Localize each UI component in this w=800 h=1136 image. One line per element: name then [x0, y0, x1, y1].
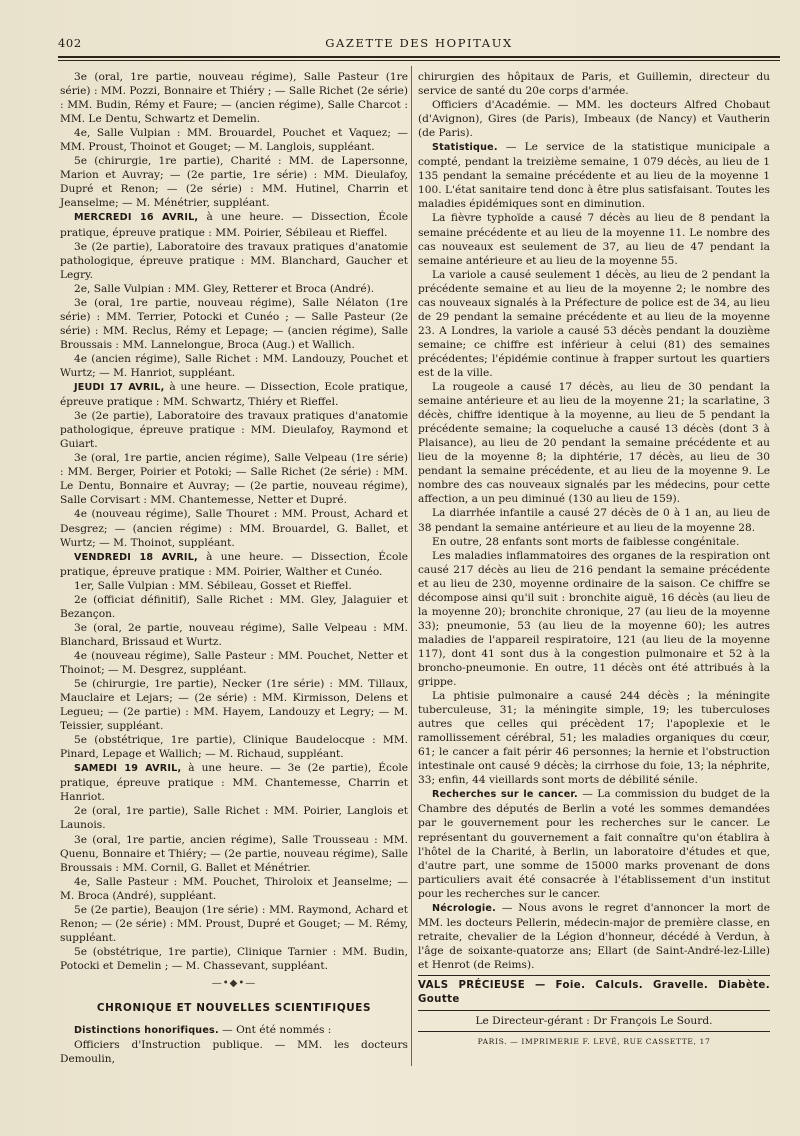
- advertisement: VALS PRÉCIEUSE — Foie. Calculs. Gravelle. Diabète. Goutte: [418, 980, 770, 1006]
- paragraph: [60, 649, 408, 677]
- page-number: 402: [58, 36, 82, 50]
- footer-rule: [418, 1031, 770, 1032]
- paragraph: [418, 506, 770, 534]
- paragraph: [60, 579, 408, 593]
- paragraph-text: En outre, 28 enfants sont morts de faiblesse congénitale.: [432, 535, 740, 548]
- paragraph-text: Officiers d'Académie. — MM. les docteurs Alfred Chobaut (d'Avignon), Gires (de Paris), Imbeaux (de Nancy) et Vautherin (de Paris).: [418, 99, 770, 140]
- header-rule-thin: [58, 60, 780, 61]
- paragraph-text: à une heure. — Dissection, Ecole pratique, épreuve pratique : MM. Schwartz, Thiéry et Rieffel.: [60, 381, 409, 409]
- paragraph: [60, 550, 408, 579]
- paragraph-text: La diarrhée infantile a causé 27 décès de 0 à 1 an, au lieu de 38 pendant la semaine antérieure et au lieu de la moyenne 28.: [418, 507, 770, 534]
- paragraph-text: La fièvre typhoïde a causé 7 décès au lieu de 8 pendant la semaine précédente et au lieu de la moyenne 11. Le nombre des cas nouveaux est seulement de 37, au lieu de 47 pendant la semaine antérieure et au lieu de la moyenne 55.: [418, 212, 770, 267]
- advert-rule-top: [418, 975, 770, 976]
- paragraph: [418, 140, 770, 211]
- paragraph-text: Officiers d'Instruction publique. — MM. les docteurs Demoulin,: [60, 1039, 408, 1066]
- paragraph: [60, 352, 408, 380]
- paragraph-text: 4e, Salle Pasteur : MM. Pouchet, Thiroloix et Jeanselme; — M. Broca (André), suppléant.: [60, 875, 408, 902]
- paragraph-text: — Ont été nommés :: [218, 1024, 332, 1037]
- section-title: CHRONIQUE ET NOUVELLES SCIENTIFIQUES: [96, 1002, 372, 1015]
- paragraph: [60, 126, 408, 154]
- paragraph: [418, 549, 770, 689]
- left-column: [60, 70, 408, 1066]
- paragraph: [60, 409, 408, 451]
- paragraph: [418, 380, 770, 506]
- journal-title: GAZETTE DES HOPITAUX: [325, 36, 513, 50]
- right-column: [418, 70, 770, 1051]
- paragraph-text: 3e (2e partie), Laboratoire des travaux pratiques d'anatomie pathologique, épreuve pratique : MM. Blanchard, Gaucher et Legry.: [60, 240, 408, 281]
- paragraph-heading: JEUDI 17 AVRIL,: [74, 382, 165, 394]
- paragraph-text: à une heure. — 3e (2e partie), École pratique, épreuve pratique : MM. Chantemesse, Charrin et Hanriot.: [60, 762, 408, 804]
- page-header: [58, 36, 780, 50]
- paragraph-text: 4e (nouveau régime), Salle Pasteur : MM. Pouchet, Netter et Thoinot; — M. Desgrez, suppléant.: [60, 649, 408, 676]
- paragraph-heading: SAMEDI 19 AVRIL,: [74, 763, 182, 775]
- paragraph: [60, 507, 408, 549]
- paragraph-text: — La commission du budget de la Chambre des députés de Berlin a voté les sommes demandées par le gouvernement pour les recherches sur le cancer. Le représentant du gouvernement a fait connaître qu'on établira à l'hôtel de la Charité, à Berlin, un laboratoire d'études et que, d'autre part, une somme de 15000 marks provenant de dons particuliers avait été consacrée à l'établissement d'un institut pour les recherches sur le cancer.: [418, 788, 770, 900]
- paragraph-text: 5e (obstétrique, 1re partie), Clinique Tarnier : MM. Budin, Potocki et Demelin ; — M. Chassevant, suppléant.: [60, 945, 408, 972]
- paragraph: [418, 211, 770, 267]
- paragraph: [60, 903, 408, 945]
- paragraph: [60, 380, 408, 409]
- paragraph: [60, 804, 408, 832]
- paragraph: [418, 689, 770, 787]
- paragraph: [60, 282, 408, 296]
- paragraph-text: La rougeole a causé 17 décès, au lieu de 30 pendant la semaine antérieure et au lieu de la moyenne 21; la scarlatine, 3 décès, chiffre identique à la moyenne, au lieu de 5 pendant la précédente semaine; la coqueluche a causé 13 décès (dont 3 à Plaisance), au lieu de 20 pendant la semaine précédente et au lieu de la moyenne 8; la diphtérie, 17 décès, au lieu de 30 pendant la semaine précédente, et au lieu de la moyenne 9. Le nombre des cas nouveaux signalés par les médecins, pour cette affection, a un peu diminué (130 au lieu de 159).: [418, 381, 770, 506]
- paragraph-text: 5e (obstétrique, 1re partie), Clinique Baudelocque : MM. Pinard, Lepage et Wallich; — M. Richaud, suppléant.: [60, 734, 408, 761]
- paragraph-text: Les maladies inflammatoires des organes de la respiration ont causé 217 décès au lieu de 216 pendant la semaine précédente et au lieu de 230, moyenne ordinaire de la saison. Ce chiffre se décompose ainsi qu'il suit : bronchite aiguë, 16 décès (au lieu de la moyenne 20); bronchite chronique, 27 (au lieu de la moyenne 33); pneumonie, 53 (au lieu de la moyenne 60); les autres maladies de l'appareil respiratoire, 121 (au lieu de la moyenne 117), dont 41 sont dus à la congestion pulmonaire et 52 à la broncho-pneumonie. En outre, 11 décès ont été attribués à la grippe.: [418, 549, 770, 689]
- paragraph-text: à une heure. — Dissection, École pratique, épreuve pratique : MM. Poirier, Sébileau et Rieffel.: [60, 211, 408, 239]
- paragraph-text: 3e (oral, 1re partie, ancien régime), Salle Velpeau (1re série) : MM. Berger, Poirier et Potoki; — Salle Richet (2e série) : MM. Le Dentu, Bonnaire et Auvray; — (2e partie, nouveau régime), Salle Corvisart : MM. Chantemesse, Netter et Dupré.: [60, 452, 408, 507]
- paragraph-text: 3e (oral, 1re partie, nouveau régime), Salle Nélaton (1re série) : MM. Terrier, Potocki et Cunéo ; — Salle Pasteur (2e série) : MM. Reclus, Rémy et Lepage; — (ancien régime), Salle Broussais : MM. Lannelongue, Broca (Aug.) et Wallich.: [60, 296, 408, 351]
- paragraph-text: 2e, Salle Vulpian : MM. Gley, Retterer et Broca (André).: [74, 282, 375, 295]
- paragraph: [60, 1023, 408, 1038]
- paragraph-text: 4e (ancien régime), Salle Richet : MM. Landouzy, Pouchet et Wurtz; — M. Hanriot, suppléant.: [60, 352, 408, 379]
- paragraph-text: 2e (oral, 1re partie), Salle Richet : MM. Poirier, Langlois et Launois.: [60, 805, 408, 832]
- paragraph-heading: Distinctions honorifiques.: [74, 1025, 219, 1037]
- paragraph-text: chirurgien des hôpitaux de Paris, et Guillemin, directeur du service de santé du 20e corps d'armée.: [418, 71, 770, 98]
- paragraph-text: 5e (chirurgie, 1re partie), Necker (1re série) : MM. Tillaux, Mauclaire et Lejars; — (2e série) : MM. Kirmisson, Delens et Legueu; — (2e partie) : MM. Hayem, Landouzy et Legry; — M. Teissier, suppléant.: [60, 678, 408, 733]
- paragraph-text: 5e (2e partie), Beaujon (1re série) : MM. Raymond, Achard et Renon; — (2e série) : MM. Proust, Dupré et Gouget; — M. Rémy, suppléant.: [60, 903, 408, 944]
- advert-rule-bottom: [418, 1010, 770, 1011]
- ornament-divider: —•◆•—: [211, 978, 257, 989]
- paragraph-text: à une heure. — Dissection, École pratique, épreuve pratique : MM. Poirier, Walther et Cunéo.: [60, 550, 408, 578]
- paragraph-text: 3e (oral, 1re partie, ancien régime), Salle Trousseau : MM. Quenu, Bonnaire et Thiéry; — (2e partie, nouveau régime), Salle Broussais : MM. Cornil, G. Ballet et Ménétrier.: [60, 833, 408, 874]
- paragraph-text: — Nous avons le regret d'annoncer la mort de MM. les docteurs Pellerin, médecin-major de première classe, en retraite, chevalier de la Légion d'honneur, décédé à Verdun, à l'âge de soixante-quatorze ans; Ellart (de Saint-André-lez-Lille) et Henrot (de Reims).: [418, 901, 770, 971]
- paragraph: [60, 833, 408, 875]
- paragraph: [60, 70, 408, 126]
- paragraph: [418, 787, 770, 900]
- printer-line: PARIS. — IMPRIMERIE F. LEVÉ, RUE CASSETTE, 17: [477, 1037, 711, 1047]
- paragraph-text: 5e (chirurgie, 1re partie), Charité : MM. de Lapersonne, Marion et Auvray; — (2e partie, 1re série) : MM. Dieulafoy, Dupré et Renon; — (2e série) : MM. Hutinel, Charrin et Jeanselme; — M. Ménétrier, suppléant.: [60, 155, 408, 210]
- paragraph-text: 1er, Salle Vulpian : MM. Sébileau, Gosset et Rieffel.: [74, 579, 352, 592]
- paragraph: [60, 677, 408, 733]
- paragraph: [60, 451, 408, 507]
- exam-schedule: [60, 70, 408, 973]
- paragraph-text: 3e (2e partie), Laboratoire des travaux pratiques d'anatomie pathologique, épreuve pratique : MM. Dieulafoy, Raymond et Guiart.: [60, 410, 408, 451]
- paragraph: [418, 98, 770, 140]
- paragraph: [60, 761, 408, 804]
- paragraph: [60, 593, 408, 621]
- paragraph: [60, 1038, 408, 1066]
- chronicle-start: [60, 1023, 408, 1066]
- paragraph-text: 4e, Salle Vulpian : MM. Brouardel, Pouchet et Vaquez; — MM. Proust, Thoinot et Gouget; — M. Langlois, suppléant.: [60, 127, 408, 154]
- paragraph-text: 3e (oral, 2e partie, nouveau régime), Salle Velpeau : MM. Blanchard, Brissaud et Wurtz.: [60, 621, 408, 648]
- paragraph: [60, 154, 408, 210]
- paragraph-text: 4e (nouveau régime), Salle Thouret : MM. Proust, Achard et Desgrez; — (ancien régime) : MM. Brouardel, G. Ballet, et Wurtz; — M. Thoinot, suppléant.: [60, 508, 408, 549]
- paragraph-text: La phtisie pulmonaire a causé 244 décès ; la méningite tuberculeuse, 31; la méningite simple, 19; les tuberculoses autres que celles qui précèdent 17; l'apoplexie et le ramollissement cérébral, 51; les maladies organiques du cœur, 61; le cancer a fait périr 46 personnes; la hernie et l'obstruction intestinale ont causé 9 décès; la cirrhose du foie, 13; la néphrite, 33; enfin, 44 vieillards sont morts de débilité sénile.: [418, 690, 770, 787]
- paragraph: [418, 901, 770, 972]
- paragraph-heading: VENDREDI 18 AVRIL,: [74, 551, 198, 563]
- column-divider: [411, 66, 412, 1066]
- paragraph: [60, 875, 408, 903]
- paragraph-text: 2e (officiat définitif), Salle Richet : MM. Gley, Jalaguier et Bezançon.: [60, 593, 408, 620]
- paragraph: [60, 733, 408, 761]
- paragraph-text: 3e (oral, 1re partie, nouveau régime), Salle Pasteur (1re série) : MM. Pozzi, Bonnaire et Thiéry ; — Salle Richet (2e série) : MM. Budin, Rémy et Faure; — (ancien régime), Salle Charcot : MM. Le Dentu, Schwartz et Demelin.: [60, 71, 408, 126]
- paragraph: [60, 240, 408, 282]
- header-rule-thick: [58, 56, 780, 58]
- paragraph: [60, 296, 408, 352]
- paragraph-heading: Statistique.: [432, 142, 498, 154]
- paragraph: [418, 535, 770, 549]
- paragraph: [418, 70, 770, 98]
- paragraph-heading: Nécrologie.: [432, 902, 496, 914]
- paragraph: [60, 210, 408, 239]
- paragraph-text: La variole a causé seulement 1 décès, au lieu de 2 pendant la précédente semaine et au lieu de la moyenne 2; le nombre des cas nouveaux signalés à la Préfecture de police est de 34, au lieu de 29 pendant la semaine précédente et au lieu de la moyenne 23. A Londres, la variole a causé 53 décès pendant la douzième semaine; ce chiffre est inférieur à celui (81) des semaines précédentes; l'épidémie continue à frapper surtout les quartiers est de la ville.: [418, 268, 770, 379]
- paragraph-heading: Recherches sur le cancer.: [432, 789, 578, 801]
- paragraph-text: — Le service de la statistique municipale a compté, pendant la treizième semaine, 1 079 décès, au lieu de 1 135 pendant la semaine précédente et au lieu de la moyenne 1 100. L'état sanitaire tend donc à être plus satisfaisant. Toutes les maladies épidémiques sont en diminution.: [418, 141, 770, 211]
- paragraph: [60, 945, 408, 973]
- director-signature: Le Directeur-gérant : Dr François Le Sourd.: [475, 1015, 713, 1028]
- chronicle-continued: [418, 70, 770, 972]
- paragraph-heading: MERCREDI 16 AVRIL,: [74, 212, 199, 224]
- paragraph: [418, 268, 770, 380]
- paragraph: [60, 621, 408, 649]
